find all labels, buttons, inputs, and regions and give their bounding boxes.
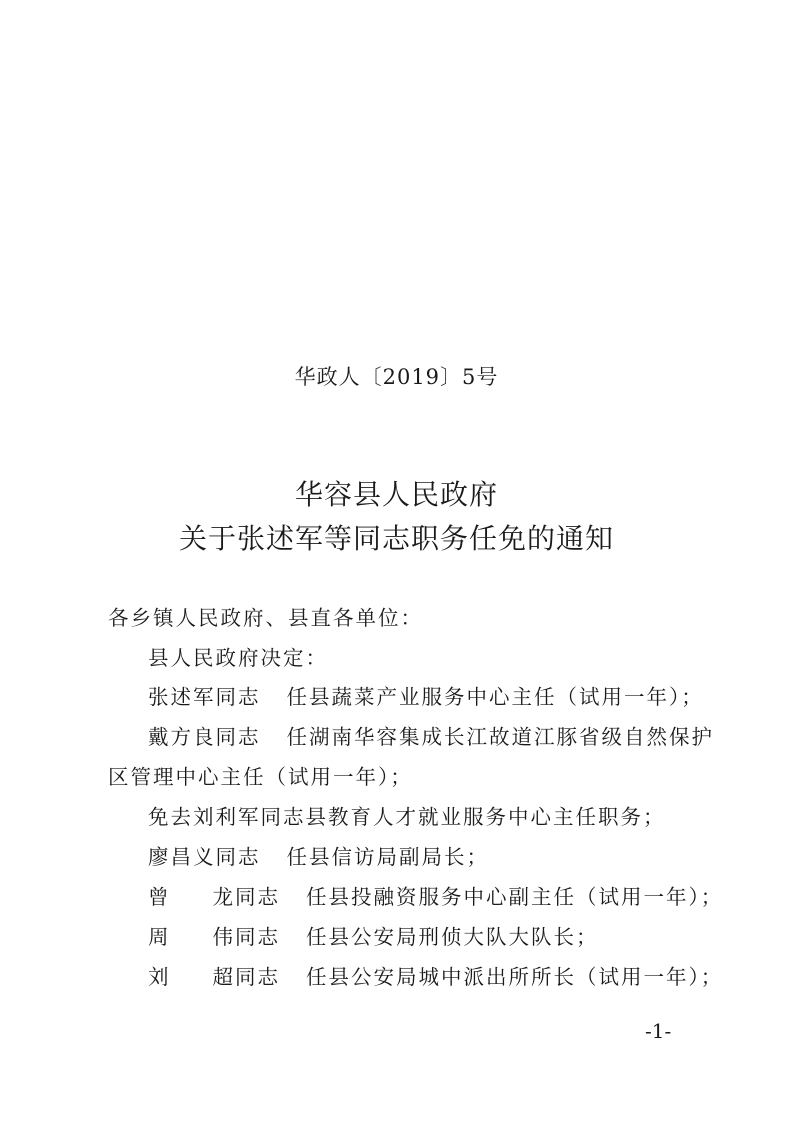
item-description: 任湖南华容集成长江故道江豚省级自然保护 bbox=[286, 725, 714, 749]
item-given-name: 超同志 bbox=[212, 965, 280, 989]
dismissal-item: 免去刘利军同志县教育人才就业服务中心主任职务； bbox=[148, 805, 666, 829]
item-person-name: 廖昌义同志 bbox=[148, 845, 261, 869]
document-title bbox=[0, 473, 793, 561]
appointment-item bbox=[148, 683, 748, 711]
title-line-2: 关于张述军等同志职务任免的通知 bbox=[178, 522, 614, 555]
recipient-line: 各乡镇人民政府、县直各单位： bbox=[108, 606, 423, 630]
item-description: 任县投融资服务中心副主任（试用一年）； bbox=[306, 885, 724, 909]
item-person-name: 张述军同志 bbox=[148, 685, 261, 709]
item-description: 任县信访局副局长； bbox=[286, 845, 489, 869]
item-given-name: 龙同志 bbox=[212, 885, 280, 909]
appointment-item bbox=[148, 963, 748, 991]
title-line-1: 华容县人民政府 bbox=[294, 478, 498, 511]
intro-line: 县人民政府决定： bbox=[148, 646, 328, 670]
appointment-item bbox=[148, 843, 748, 871]
item-person-name: 戴方良同志 bbox=[148, 725, 261, 749]
appointment-item bbox=[148, 723, 748, 751]
appointment-item bbox=[148, 923, 748, 951]
item-description: 任县蔬菜产业服务中心主任（试用一年）； bbox=[286, 685, 704, 709]
item-description: 任县公安局刑侦大队大队长； bbox=[306, 925, 599, 949]
item-description: 任县公安局城中派出所所长（试用一年）； bbox=[306, 965, 724, 989]
item-surname: 刘 bbox=[148, 965, 171, 989]
appointment-item-continuation: 区管理中心主任（试用一年）； bbox=[108, 765, 413, 789]
appointment-item bbox=[148, 883, 748, 911]
document-number: 华政人〔2019〕5号 bbox=[294, 365, 499, 389]
item-surname: 周 bbox=[148, 925, 171, 949]
page-number: -1- bbox=[645, 1019, 672, 1043]
item-surname: 曾 bbox=[148, 885, 171, 909]
item-given-name: 伟同志 bbox=[212, 925, 280, 949]
